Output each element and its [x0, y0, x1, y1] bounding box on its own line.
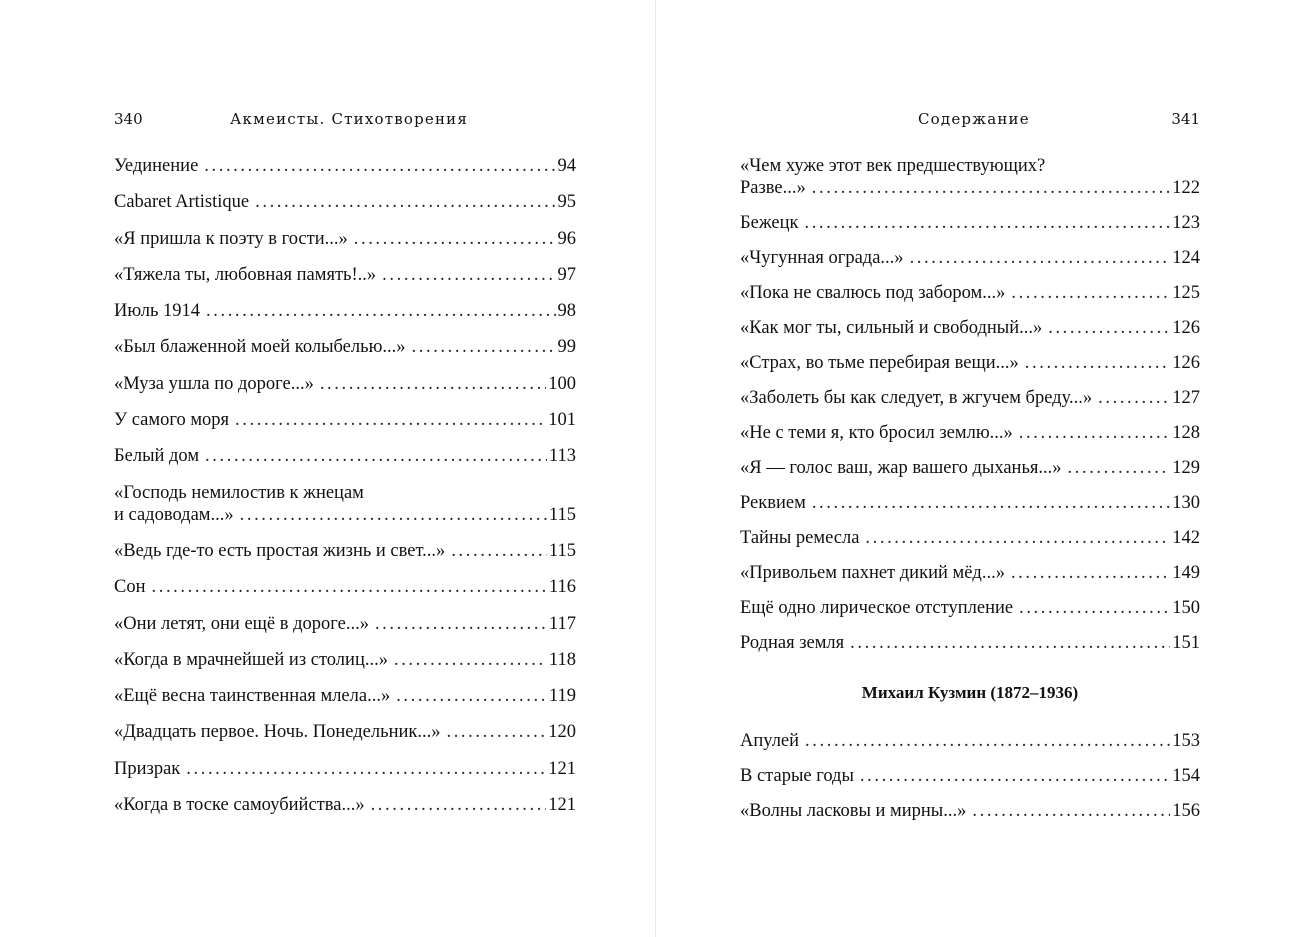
toc-entry-line — [114, 373, 576, 395]
toc-entry-line — [740, 492, 1200, 514]
toc-entry-page-number: 149 — [1172, 563, 1200, 583]
toc-entry-line — [740, 730, 1200, 752]
toc-entry-line — [114, 721, 576, 743]
toc-entry[interactable] — [114, 685, 576, 707]
toc-entry-line — [114, 264, 576, 286]
dot-leader — [1025, 352, 1170, 374]
toc-entry-page-number: 124 — [1172, 248, 1200, 268]
toc-entry[interactable] — [740, 597, 1200, 619]
toc-entry-page-number: 97 — [557, 264, 576, 285]
right-page — [656, 0, 1314, 937]
toc-entry[interactable] — [114, 228, 576, 250]
dot-leader — [805, 730, 1170, 752]
dot-leader — [1011, 282, 1170, 304]
toc-entry[interactable] — [740, 457, 1200, 479]
toc-entry-title: «Страх, во тьме перебирая вещи...» — [740, 353, 1019, 373]
toc-entry-title: Июль 1914 — [114, 301, 201, 322]
toc-entry[interactable] — [114, 721, 576, 743]
toc-entry-page-number: 126 — [1172, 353, 1200, 373]
toc-entry[interactable] — [114, 264, 576, 286]
toc-entry-title: В старые годы — [740, 766, 854, 786]
toc-entry-page-number: 116 — [548, 577, 576, 598]
toc-entry-title: «Чугунная ограда...» — [740, 248, 904, 268]
toc-entry-page-number: 151 — [1172, 633, 1200, 653]
toc-entry-page-number: 115 — [548, 504, 576, 525]
toc-entry-title: «Ещё весна таинственная млела...» — [114, 686, 391, 707]
right-toc — [740, 155, 1200, 835]
toc-entry-page-number: 115 — [548, 540, 576, 561]
toc-entry[interactable] — [114, 613, 576, 635]
right-toc-list — [740, 155, 1200, 654]
toc-entry-title: У самого моря — [114, 410, 230, 431]
toc-entry-page-number: 153 — [1172, 731, 1200, 751]
dot-leader — [812, 177, 1170, 199]
toc-entry-title: Апулей — [740, 731, 800, 751]
dot-leader — [235, 409, 546, 431]
toc-entry-page-number: 130 — [1172, 493, 1200, 513]
dot-leader — [186, 758, 546, 780]
toc-entry-line — [740, 562, 1200, 584]
right-section-toc-list — [740, 730, 1200, 822]
toc-entry-line — [114, 155, 576, 177]
toc-entry-line — [114, 445, 576, 467]
dot-leader — [205, 445, 547, 467]
toc-entry-title: «Когда в тоске самоубийства...» — [114, 795, 365, 816]
toc-entry-page-number: 120 — [548, 722, 576, 743]
toc-entry-title-line1: «Чем хуже этот век предшествующих? — [740, 156, 1046, 176]
dot-leader — [1048, 317, 1170, 339]
toc-entry-line — [740, 457, 1200, 479]
toc-entry-line — [740, 352, 1200, 374]
toc-entry-title: «Муза ушла по дороге...» — [114, 373, 314, 394]
toc-entry-line — [740, 597, 1200, 619]
toc-entry-page-number: 118 — [548, 649, 576, 670]
dot-leader — [1068, 457, 1171, 479]
toc-entry-page-number: 121 — [548, 795, 576, 816]
toc-entry-title: «Привольем пахнет дикий мёд...» — [740, 563, 1005, 583]
toc-entry-title: «Тяжела ты, любовная память!..» — [114, 264, 377, 285]
toc-entry-title: «Заболеть бы как следует, в жгучем бреду...» — [740, 388, 1093, 408]
dot-leader — [865, 527, 1170, 549]
toc-entry-page-number: 117 — [548, 613, 576, 634]
toc-entry-page-number: 113 — [548, 446, 576, 467]
toc-entry-page-number: 142 — [1172, 528, 1200, 548]
dot-leader — [412, 336, 556, 358]
toc-entry-title: «Двадцать первое. Ночь. Понедельник...» — [114, 722, 441, 743]
toc-entry-line — [740, 247, 1200, 269]
toc-entry-title: «Я — голос ваш, жар вашего дыханья...» — [740, 458, 1062, 478]
toc-entry-page-number: 99 — [557, 337, 576, 358]
toc-entry-title: «Ведь где-то есть простая жизнь и свет...» — [114, 540, 446, 561]
toc-entry-page-number: 129 — [1172, 458, 1200, 478]
toc-entry-line — [740, 422, 1200, 444]
toc-entry-page-number: 127 — [1172, 388, 1200, 408]
toc-entry-line — [740, 632, 1200, 654]
toc-entry[interactable] — [740, 352, 1200, 374]
dot-leader — [371, 794, 547, 816]
toc-entry[interactable] — [114, 445, 576, 467]
toc-entry-title: «Был блаженной моей колыбелью...» — [114, 337, 406, 358]
dot-leader — [451, 540, 547, 562]
toc-entry-page-number: 98 — [557, 301, 576, 322]
toc-entry[interactable] — [114, 649, 576, 671]
toc-entry-page-number: 122 — [1172, 178, 1200, 198]
toc-entry[interactable] — [114, 336, 576, 358]
toc-entry[interactable] — [740, 632, 1200, 654]
toc-entry-title: Сон — [114, 577, 146, 598]
toc-entry[interactable] — [740, 155, 1200, 199]
dot-leader — [382, 264, 555, 286]
toc-entry-line — [114, 300, 576, 322]
dot-leader — [1011, 562, 1170, 584]
dot-leader — [204, 155, 555, 177]
toc-entry-title: Призрак — [114, 758, 181, 779]
dot-leader — [804, 212, 1170, 234]
dot-leader — [354, 228, 556, 250]
dot-leader — [206, 300, 555, 322]
dot-leader — [1019, 597, 1170, 619]
toc-entry-line — [740, 317, 1200, 339]
toc-entry-page-number: 119 — [548, 686, 576, 707]
right-running-head — [740, 108, 1200, 130]
dot-leader — [910, 247, 1171, 269]
toc-entry-line — [740, 177, 1200, 199]
toc-entry-line — [114, 794, 576, 816]
dot-leader — [152, 576, 547, 598]
toc-entry-title-line1: «Господь немилостив к жнецам — [114, 482, 364, 503]
toc-entry[interactable] — [740, 492, 1200, 514]
right-running-title: Содержание — [918, 110, 1030, 128]
toc-entry[interactable] — [114, 300, 576, 322]
dot-leader — [396, 685, 547, 707]
toc-entry-line — [740, 387, 1200, 409]
toc-entry-title: Cabaret Artistique — [114, 192, 250, 213]
toc-entry-title: «Они летят, они ещё в дороге...» — [114, 613, 369, 634]
toc-entry-page-number: 101 — [548, 410, 576, 431]
toc-entry-page-number: 126 — [1172, 318, 1200, 338]
dot-leader — [1019, 422, 1170, 444]
toc-entry[interactable] — [114, 155, 576, 177]
dot-leader — [1098, 387, 1170, 409]
toc-entry-page-number: 156 — [1172, 801, 1200, 821]
toc-entry-title: и садоводам...» — [114, 504, 234, 525]
toc-entry-line — [740, 212, 1200, 234]
toc-entry[interactable] — [740, 212, 1200, 234]
toc-entry[interactable] — [740, 527, 1200, 549]
toc-entry[interactable] — [740, 317, 1200, 339]
toc-entry-page-number: 123 — [1172, 213, 1200, 233]
toc-entry[interactable] — [740, 562, 1200, 584]
toc-entry[interactable] — [114, 576, 576, 598]
toc-entry-line — [114, 540, 576, 562]
toc-entry-line — [114, 409, 576, 431]
dot-leader — [240, 504, 547, 526]
toc-entry[interactable] — [740, 247, 1200, 269]
toc-entry[interactable] — [740, 765, 1200, 787]
toc-entry-line — [114, 685, 576, 707]
toc-entry-title: Разве...» — [740, 178, 806, 198]
toc-entry-line — [114, 613, 576, 635]
toc-entry-title: Родная земля — [740, 633, 845, 653]
dot-leader — [375, 613, 547, 635]
toc-entry[interactable] — [114, 409, 576, 431]
dot-leader — [850, 632, 1170, 654]
right-page-number: 341 — [1171, 110, 1200, 128]
toc-entry-line — [740, 800, 1200, 822]
toc-entry-line — [114, 191, 576, 213]
dot-leader — [860, 765, 1170, 787]
toc-entry-title: Уединение — [114, 156, 199, 176]
section-heading-author: Михаил Кузмин (1872–1936) — [861, 683, 1079, 702]
toc-entry-title: Бежецк — [740, 213, 799, 233]
dot-leader — [812, 492, 1170, 514]
toc-entry-title: «Как мог ты, сильный и свободный...» — [740, 318, 1043, 338]
toc-entry-line — [740, 527, 1200, 549]
left-running-head — [114, 108, 576, 130]
toc-entry-page-number: 128 — [1172, 423, 1200, 443]
toc-entry-page-number: 125 — [1172, 283, 1200, 303]
left-page-number: 340 — [114, 110, 143, 128]
toc-entry[interactable] — [114, 373, 576, 395]
toc-entry-line — [114, 228, 576, 250]
toc-entry-line — [114, 504, 576, 526]
toc-entry-page-number: 154 — [1172, 766, 1200, 786]
toc-entry-title: «Я пришла к поэту в гости...» — [114, 228, 348, 249]
toc-entry-line — [740, 282, 1200, 304]
toc-entry-title: Тайны ремесла — [740, 528, 860, 548]
toc-entry-page-number: 96 — [557, 228, 576, 249]
toc-entry-title: «Когда в мрачнейшей из столиц...» — [114, 649, 388, 670]
dot-leader — [446, 721, 546, 743]
toc-entry[interactable] — [740, 730, 1200, 752]
toc-entry-title: Белый дом — [114, 446, 200, 467]
dot-leader — [320, 373, 546, 395]
toc-entry-page-number: 100 — [548, 373, 576, 394]
toc-entry-title: «Не с теми я, кто бросил землю...» — [740, 423, 1013, 443]
toc-entry[interactable] — [740, 387, 1200, 409]
toc-entry-page-number: 121 — [548, 758, 576, 779]
toc-entry-line — [740, 765, 1200, 787]
dot-leader — [972, 800, 1170, 822]
toc-entry[interactable] — [740, 422, 1200, 444]
toc-entry-page-number: 94 — [557, 156, 576, 176]
toc-entry-line — [114, 649, 576, 671]
dot-leader — [255, 191, 555, 213]
left-toc-list — [114, 155, 576, 830]
toc-entry-title: Реквием — [740, 493, 806, 513]
toc-entry[interactable] — [740, 282, 1200, 304]
toc-entry-line — [114, 758, 576, 780]
toc-entry-title: «Волны ласковы и мирны...» — [740, 801, 967, 821]
toc-entry-title: «Пока не свалюсь под забором...» — [740, 283, 1006, 303]
toc-entry[interactable] — [114, 540, 576, 562]
toc-entry-page-number: 95 — [557, 192, 576, 213]
toc-entry-line — [114, 336, 576, 358]
toc-entry[interactable] — [114, 482, 576, 526]
dot-leader — [394, 649, 547, 671]
toc-entry[interactable] — [114, 758, 576, 780]
left-running-title: Акмеисты. Стихотворения — [230, 110, 469, 128]
left-page — [0, 0, 656, 937]
toc-entry-page-number: 150 — [1172, 598, 1200, 618]
toc-entry[interactable] — [114, 191, 576, 213]
toc-entry-title: Ещё одно лирическое отступление — [740, 598, 1014, 618]
toc-entry-line — [114, 576, 576, 598]
toc-entry[interactable] — [740, 800, 1200, 822]
toc-entry[interactable] — [114, 794, 576, 816]
